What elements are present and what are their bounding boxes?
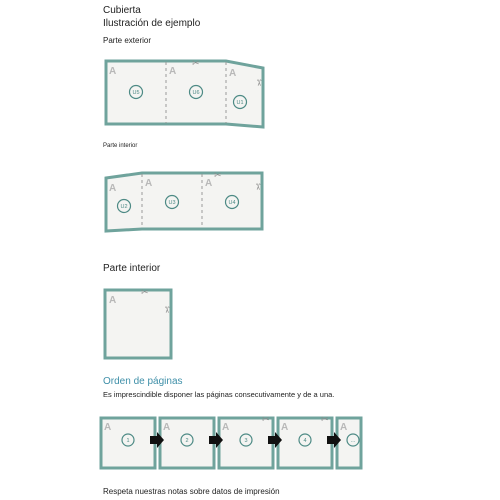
page-order-description: Es imprescindible disponer las páginas consecutivamente y de a una. <box>103 390 335 399</box>
page-label-u6: U6 <box>192 90 200 96</box>
example-subtitle: Ilustración de ejemplo <box>103 18 201 29</box>
page-number: 4 <box>303 438 307 444</box>
cubierta-title: Cubierta <box>103 5 141 16</box>
scissors-icon: ✂ <box>192 59 200 69</box>
scissors-icon: ✂ <box>321 415 329 425</box>
corner-mark: A <box>229 68 237 79</box>
page-label-u1: U1 <box>236 100 244 106</box>
cover-exterior-diagram <box>106 59 263 127</box>
page-number: ... <box>350 438 356 444</box>
scissors-icon: ✂ <box>214 171 222 181</box>
corner-mark: A <box>205 178 213 189</box>
page-number: 3 <box>244 438 248 444</box>
outer-side-label: Parte exterior <box>103 36 152 45</box>
corner-mark: A <box>145 178 153 189</box>
scissors-icon: ✂ <box>262 415 270 425</box>
inner-side-small-label: Parte interior <box>103 143 138 149</box>
corner-mark: A <box>109 295 117 306</box>
page-order-heading: Orden de páginas <box>103 376 183 387</box>
corner-mark: A <box>163 422 171 433</box>
page-label-u4: U4 <box>228 200 236 206</box>
page-label-u2: U2 <box>120 204 128 210</box>
page-number: 2 <box>185 438 189 444</box>
corner-mark: A <box>169 66 177 77</box>
corner-mark: A <box>104 422 112 433</box>
inner-page-diagram <box>105 288 171 358</box>
page-order-diagram <box>101 415 361 468</box>
corner-mark: A <box>281 422 289 433</box>
scissors-icon: ✂ <box>141 288 149 298</box>
page-number: 1 <box>126 438 130 444</box>
page-label-u5: U5 <box>132 90 140 96</box>
corner-mark: A <box>109 183 117 194</box>
cover-interior-diagram <box>106 171 262 231</box>
corner-mark: A <box>109 66 117 77</box>
scissors-icon: ✂ <box>252 183 262 191</box>
corner-mark: A <box>222 422 230 433</box>
page-label-u3: U3 <box>168 200 176 206</box>
inner-side-label: Parte interior <box>103 263 161 274</box>
scissors-icon: ✂ <box>161 306 171 314</box>
print-notes-text: Respeta nuestras notas sobre datos de impresión <box>103 487 280 496</box>
corner-mark: A <box>340 422 348 433</box>
scissors-icon: ✂ <box>253 79 263 87</box>
